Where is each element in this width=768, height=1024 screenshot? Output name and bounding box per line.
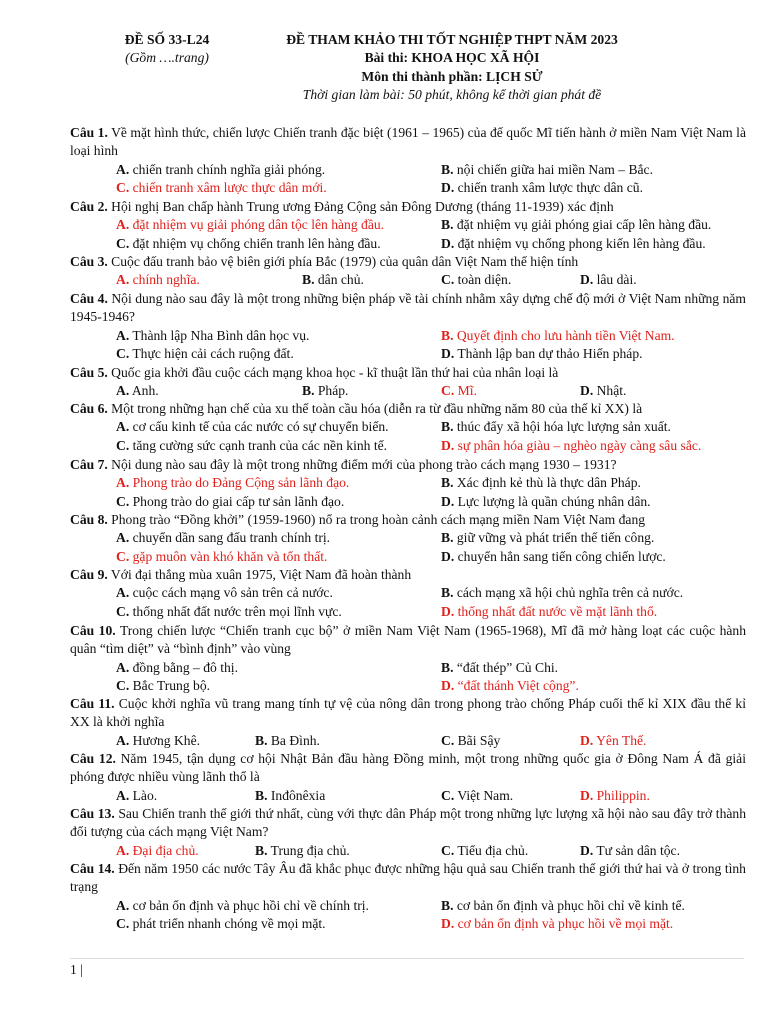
question-3-label: Câu 3. — [70, 254, 108, 269]
question-4-option-a: A. Thành lập Nha Bình dân học vụ. — [116, 327, 310, 343]
question-14-options-row — [0, 897, 768, 915]
question-1-label: Câu 1. — [70, 125, 108, 140]
question-14-option-b: B. cơ bản ổn định và phục hồi chỉ về kinh tế. — [441, 897, 685, 913]
question-1-option-c: C. chiến tranh xâm lược thực dân mới. — [116, 180, 327, 196]
question-14-stem — [70, 860, 746, 897]
question-1-option-d: D. chiến tranh xâm lược thực dân cũ. — [441, 180, 643, 196]
question-7-option-c: C. Phong trào do giai cấp tư sản lãnh đạo. — [116, 493, 345, 509]
question-8-option-d: D. chuyển hẳn sang tiến công chiến lược. — [441, 548, 666, 564]
question-12-stem — [70, 750, 746, 787]
question-12-option-b: B. Inđônêxia — [255, 787, 326, 803]
question-4-text: Nội dung nào sau đây là một trong những biện pháp về tài chính nhằm xây dựng chế độ mới ở Việt Nam những năm 1945-1946? — [70, 291, 746, 325]
question-11-label: Câu 11. — [70, 696, 115, 711]
question-5-label: Câu 5. — [70, 365, 108, 380]
question-3-option-a: A. chính nghĩa. — [116, 272, 200, 288]
question-10-option-a: A. đồng bằng – đô thị. — [116, 659, 238, 675]
question-8-option-c: C. gặp muôn vàn khó khăn và tổn thất. — [116, 548, 328, 564]
question-4-options-row — [0, 345, 768, 363]
question-6-option-c: C. tăng cường sức cạnh tranh của các nền kinh tế. — [116, 437, 388, 453]
question-13-options-row — [0, 842, 768, 860]
question-4-option-b: B. Quyết định cho lưu hành tiền Việt Nam. — [441, 327, 675, 343]
page-footer — [70, 958, 744, 979]
page-count: (Gồm ….trang) — [125, 50, 209, 66]
question-9-option-d: D. thống nhất đất nước về mặt lãnh thổ. — [441, 603, 658, 619]
question-9-text: Với đại thắng mùa xuân 1975, Việt Nam đã hoàn thành — [107, 567, 412, 582]
question-10-option-d: D. “đất thánh Việt cộng”. — [441, 678, 579, 694]
question-4-options-row — [0, 327, 768, 345]
question-13-text: Sau Chiến tranh thế giới thứ nhất, cùng với thực dân Pháp một trong những lực lượng xã hội nào sau đây trở thành đối tượng của cách mạng Việt Nam? — [70, 806, 746, 840]
question-9-label: Câu 9. — [70, 567, 108, 582]
question-14-text: Đến năm 1950 các nước Tây Âu đã khắc phục được những hậu quả sau Chiến tranh thế giới thứ hai và ở trong tình trạng — [70, 861, 746, 895]
page-number: 1 | — [70, 962, 83, 977]
exam-time: Thời gian làm bài: 50 phút, không kể thời gian phát đề — [302, 87, 602, 103]
question-10-stem — [70, 622, 746, 659]
question-7-option-b: B. Xác định kẻ thù là thực dân Pháp. — [441, 475, 641, 491]
question-2-label: Câu 2. — [70, 199, 108, 214]
question-10-options-row — [0, 659, 768, 677]
exam-subject: Bài thi: KHOA HỌC XÃ HỘI — [364, 50, 540, 66]
question-1-option-a: A. chiến tranh chính nghĩa giải phóng. — [116, 161, 326, 177]
question-7-label: Câu 7. — [70, 457, 108, 472]
question-8-option-a: A. chuyển dần sang đấu tranh chính trị. — [116, 530, 331, 546]
question-6-stem — [70, 400, 746, 418]
question-2-options-row — [0, 216, 768, 234]
question-8-label: Câu 8. — [70, 512, 108, 527]
question-10-options-row — [0, 677, 768, 695]
question-2-option-b: B. đặt nhiệm vụ giải phóng giai cấp lên hàng đầu. — [441, 217, 712, 233]
question-6-text: Một trong những hạn chế của xu thế toàn cầu hóa (diễn ra từ đầu những năm 80 của thế kỉ XX) là — [107, 401, 643, 416]
question-6-option-d: D. sự phân hóa giàu – nghèo ngày càng sâu sắc. — [441, 437, 702, 453]
question-11-stem — [70, 695, 746, 732]
question-11-options-row — [0, 732, 768, 750]
exam-header — [0, 31, 768, 105]
question-5-option-a: A. Anh. — [116, 383, 159, 399]
exam-code: ĐỀ SỐ 33-L24 — [124, 32, 210, 47]
question-1-option-b: B. nội chiến giữa hai miền Nam – Bắc. — [441, 161, 653, 177]
question-11-option-c: C. Bãi Sậy — [441, 732, 501, 748]
question-3-stem — [70, 253, 746, 271]
question-2-option-c: C. đặt nhiệm vụ chống chiến tranh lên hàng đầu. — [116, 235, 381, 251]
question-11-option-a: A. Hương Khê. — [116, 732, 201, 748]
question-3-option-c: C. toàn diện. — [441, 272, 512, 288]
question-9-option-b: B. cách mạng xã hội chủ nghĩa trên cả nước. — [441, 585, 684, 601]
question-13-option-c: C. Tiểu địa chủ. — [441, 842, 529, 858]
question-14-option-a: A. cơ bản ổn định và phục hồi chỉ về chính trị. — [116, 897, 369, 913]
question-8-option-b: B. giữ vững và phát triển thế tiến công. — [441, 530, 655, 546]
question-10-option-c: C. Bắc Trung bộ. — [116, 678, 211, 694]
question-4-stem — [70, 290, 746, 327]
question-9-option-c: C. thống nhất đất nước trên mọi lĩnh vực. — [116, 603, 342, 619]
question-9-stem — [70, 566, 746, 584]
question-10-text: Trong chiến lược “Chiến tranh cục bộ” ở miền Nam Việt Nam (1965-1968), Mĩ đã mở hàng loạt các cuộc hành quân “tìm diệt” và “bình định” vào vùng — [70, 623, 746, 657]
question-14-label: Câu 14. — [70, 861, 115, 876]
question-7-options-row — [0, 474, 768, 492]
question-14-option-d: D. cơ bản ổn định và phục hồi về mọi mặt. — [441, 916, 674, 932]
question-1-options-row — [0, 161, 768, 179]
question-2-text: Hội nghị Ban chấp hành Trung ương Đảng Cộng sản Đông Dương (tháng 11-1939) xác định — [107, 199, 614, 214]
question-7-option-a: A. Phong trào do Đảng Cộng sản lãnh đạo. — [116, 475, 350, 491]
question-11-option-d: D. Yên Thế. — [580, 732, 647, 748]
question-2-options-row — [0, 235, 768, 253]
question-9-options-row — [0, 584, 768, 602]
question-14-option-c: C. phát triển nhanh chóng về mọi mặt. — [116, 916, 326, 932]
question-5-options-row — [0, 382, 768, 400]
question-6-options-row — [0, 437, 768, 455]
question-8-options-row — [0, 548, 768, 566]
question-8-options-row — [0, 529, 768, 547]
question-3-text: Cuộc đấu tranh bảo vệ biên giới phía Bắc (1979) của quân dân Việt Nam thể hiện tính — [107, 254, 579, 269]
question-3-options-row — [0, 271, 768, 289]
question-5-option-c: C. Mĩ. — [441, 383, 477, 399]
question-12-option-c: C. Việt Nam. — [441, 787, 514, 803]
question-5-option-d: D. Nhật. — [580, 383, 627, 399]
question-13-option-a: A. Đại địa chủ. — [116, 842, 199, 858]
question-6-option-b: B. thúc đẩy xã hội hóa lực lượng sản xuất. — [441, 419, 671, 435]
question-11-option-b: B. Ba Đình. — [255, 732, 320, 748]
question-5-stem — [70, 364, 746, 382]
exam-title: ĐỀ THAM KHẢO THI TỐT NGHIỆP THPT NĂM 2023 — [286, 32, 618, 47]
question-2-option-a: A. đặt nhiệm vụ giải phóng dân tộc lên hàng đầu. — [116, 217, 385, 233]
question-10-option-b: B. “đất thép” Củ Chi. — [441, 659, 559, 675]
question-5-option-b: B. Pháp. — [302, 383, 349, 399]
question-1-options-row — [0, 179, 768, 197]
question-1-text: Về mặt hình thức, chiến lược Chiến tranh đặc biệt (1961 – 1965) của đế quốc Mĩ tiến hành ở miền Nam Việt Nam là loại hình — [70, 125, 746, 159]
question-2-option-d: D. đặt nhiệm vụ chống phong kiến lên hàng đầu. — [441, 235, 706, 251]
question-12-text: Năm 1945, tận dụng cơ hội Nhật Bản đầu hàng Đồng minh, một trong những quốc gia ở Đông Nam Á đã giải phóng được nhiều vùng lãnh thổ là — [70, 751, 746, 785]
question-12-options-row — [0, 787, 768, 805]
question-12-option-d: D. Philippin. — [580, 787, 650, 803]
question-6-label: Câu 6. — [70, 401, 108, 416]
question-12-option-a: A. Lào. — [116, 787, 158, 803]
question-7-option-d: D. Lực lượng là quần chúng nhân dân. — [441, 493, 651, 509]
question-13-stem — [70, 805, 746, 842]
question-13-option-d: D. Tư sản dân tộc. — [580, 842, 680, 858]
question-3-option-d: D. lâu dài. — [580, 272, 637, 288]
question-7-text: Nội dung nào sau đây là một trong những điểm mới của phong trào cách mạng 1930 – 1931? — [107, 457, 617, 472]
question-7-options-row — [0, 493, 768, 511]
question-6-option-a: A. cơ cấu kinh tế của các nước có sự chuyển biến. — [116, 419, 389, 435]
question-9-option-a: A. cuộc cách mạng vô sản trên cả nước. — [116, 585, 333, 601]
question-6-options-row — [0, 418, 768, 436]
question-8-text: Phong trào “Đồng khởi” (1959-1960) nổ ra trong hoàn cảnh cách mạng miền Nam Việt Nam đang — [107, 512, 646, 527]
question-13-option-b: B. Trung địa chủ. — [255, 842, 350, 858]
question-1-stem — [70, 124, 746, 161]
question-9-options-row — [0, 603, 768, 621]
question-4-label: Câu 4. — [70, 291, 108, 306]
exam-component: Môn thi thành phần: LỊCH SỬ — [361, 68, 543, 84]
question-7-stem — [70, 456, 746, 474]
question-3-option-b: B. dân chủ. — [302, 272, 364, 288]
question-4-option-c: C. Thực hiện cải cách ruộng đất. — [116, 346, 294, 362]
question-11-text: Cuộc khởi nghĩa vũ trang mang tính tự vệ của nông dân trong phong trào chống Pháp cuối thế kỉ XIX đầu thế kỉ XX là khởi nghĩa — [70, 696, 746, 730]
question-2-stem — [70, 198, 746, 216]
question-10-label: Câu 10. — [70, 623, 116, 638]
question-12-label: Câu 12. — [70, 751, 116, 766]
question-5-text: Quốc gia khởi đầu cuộc cách mạng khoa học - kĩ thuật lần thứ hai của nhân loại là — [107, 365, 559, 380]
question-4-option-d: D. Thành lập ban dự thảo Hiến pháp. — [441, 346, 643, 362]
question-8-stem — [70, 511, 746, 529]
question-14-options-row — [0, 915, 768, 933]
question-13-label: Câu 13. — [70, 806, 115, 821]
